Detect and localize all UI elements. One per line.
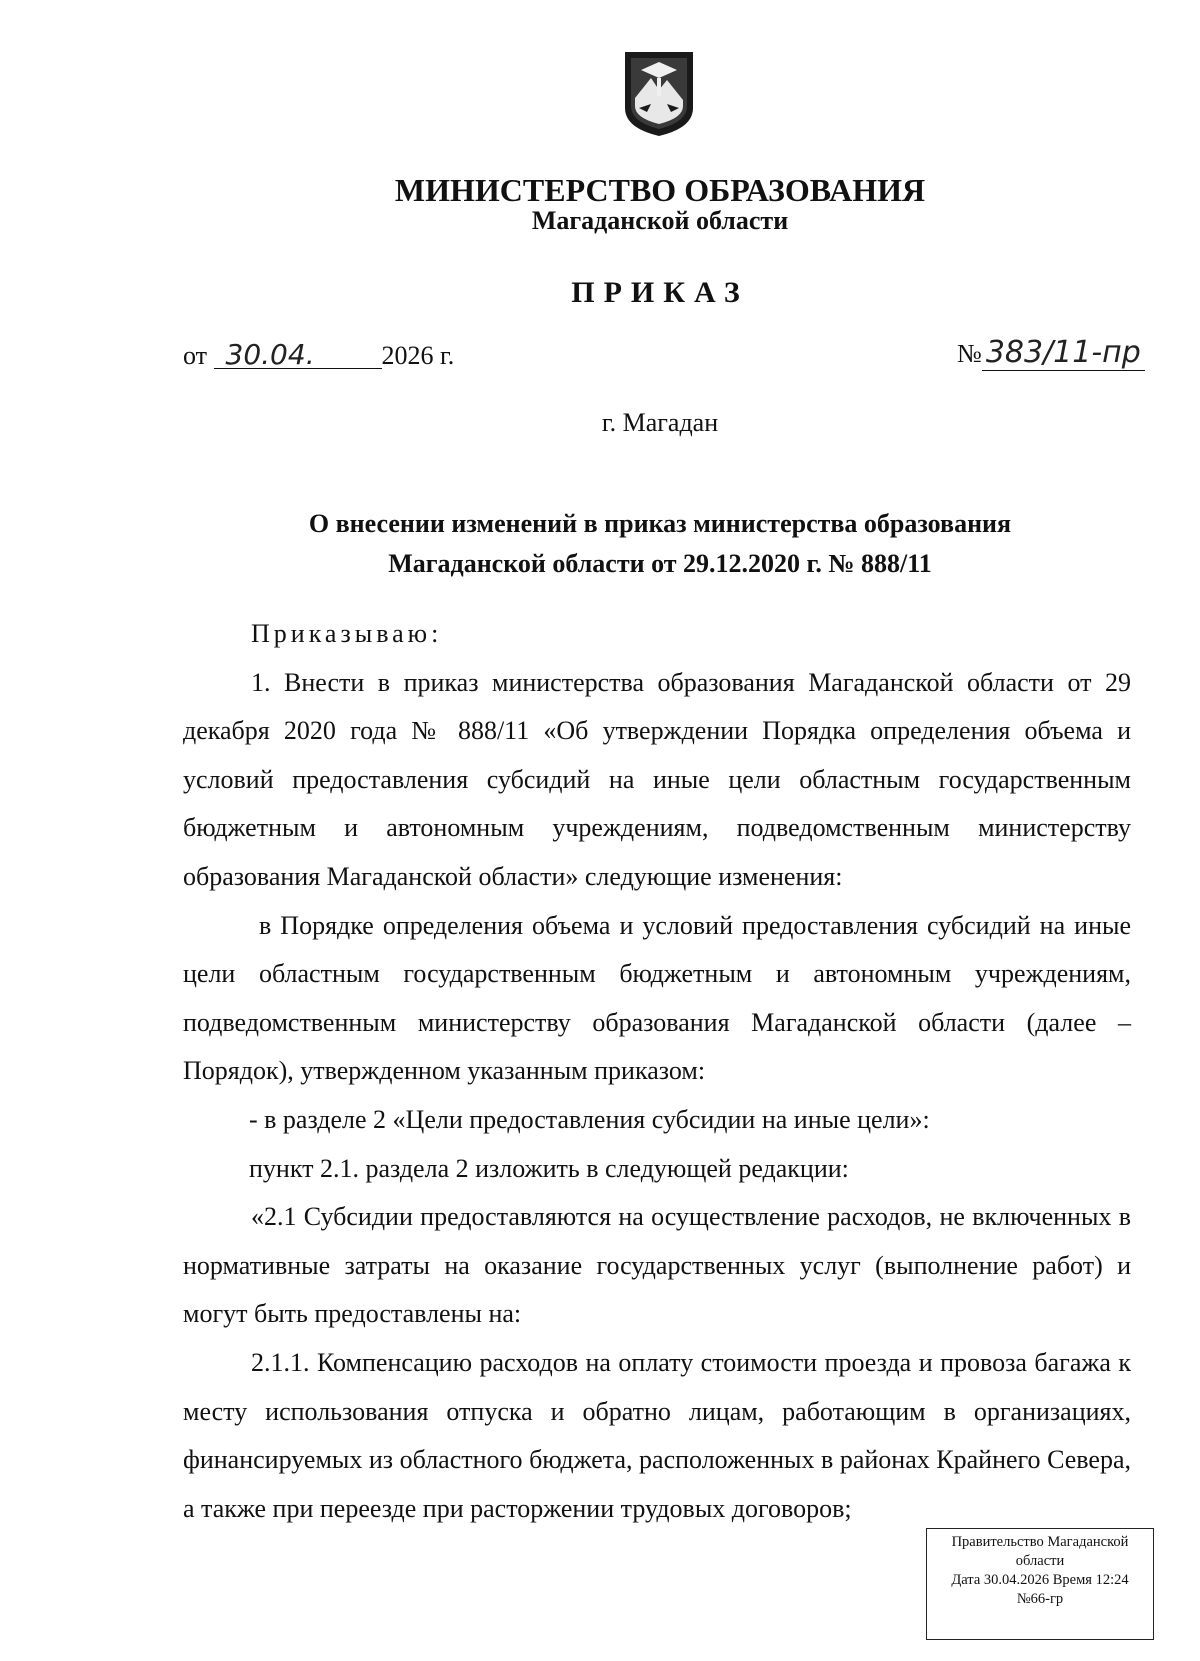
number-handwritten: 383/11-пр [982, 335, 1145, 371]
region-name: Магаданской области [531, 206, 789, 235]
paragraph-3: - в разделе 2 «Цели предоставления субсидии на иные цели»: [249, 1104, 930, 1134]
registration-stamp [926, 1528, 1154, 1640]
stamp-line-4: №66-гр [1016, 1591, 1064, 1607]
number-prefix: № [957, 339, 982, 368]
paragraph-5: «2.1 Субсидии предоставляются на осуществление расходов, не включенных в нормативные затраты на оказание государственных услуг (выполнение работ) и могут быть предоставлены на: [183, 1202, 1131, 1329]
subject-line-1: О внесении изменений в приказ министерства образования [308, 509, 1012, 538]
date-year: 2026 г. [381, 341, 455, 370]
paragraph-4: пункт 2.1. раздела 2 изложить в следующей редакции: [249, 1153, 849, 1183]
order-number [957, 335, 1145, 371]
paragraph-2: в Порядке определения объема и условий предоставления субсидий на иные цели областным государственным бюджетным и автономным учреждениям, подведомственным министерству образования Магаданской области (далее – Порядок), утвержденном указанным приказом: [183, 910, 1131, 1086]
document-type-title: ПРИКАЗ [571, 276, 749, 309]
ministry-name: МИНИСТЕРСТВО ОБРАЗОВАНИЯ [394, 172, 926, 208]
order-directive: Приказываю: [251, 619, 443, 648]
paragraph-1: 1. Внести в приказ министерства образования Магаданской области от 29 декабря 2020 года № 888/11 «Об утверждении Порядка определения объема и условий предоставления субсидий на иные цели областным государственным бюджетным и автономным учреждениям, подведомственным министерству образования Магаданской области» следующие изменения: [183, 667, 1131, 891]
city-name: г. Магадан [601, 408, 719, 437]
stamp-line-3: Дата 30.04.2026 Время 12:24 [951, 1572, 1129, 1588]
order-subject [200, 504, 1120, 584]
date-handwritten: 30.04. [214, 342, 382, 369]
paragraph-6: 2.1.1. Компенсацию расходов на оплату стоимости проезда и провоза багажа к месту использования отпуска и обратно лицам, работающим в организациях, финансируемых из областного бюджета, расположенных в районах Крайнего Севера, а также при переезде при расторжении трудовых договоров; [183, 1347, 1131, 1523]
coat-of-arms-emblem [621, 48, 697, 138]
stamp-line-1: Правительство Магаданской [951, 1534, 1129, 1550]
order-body [183, 610, 1131, 1533]
stamp-line-2: области [1015, 1553, 1065, 1569]
order-date [183, 338, 455, 371]
date-prefix: от [183, 341, 208, 370]
subject-line-2: Магаданской области от 29.12.2020 г. № 888/11 [388, 549, 932, 578]
